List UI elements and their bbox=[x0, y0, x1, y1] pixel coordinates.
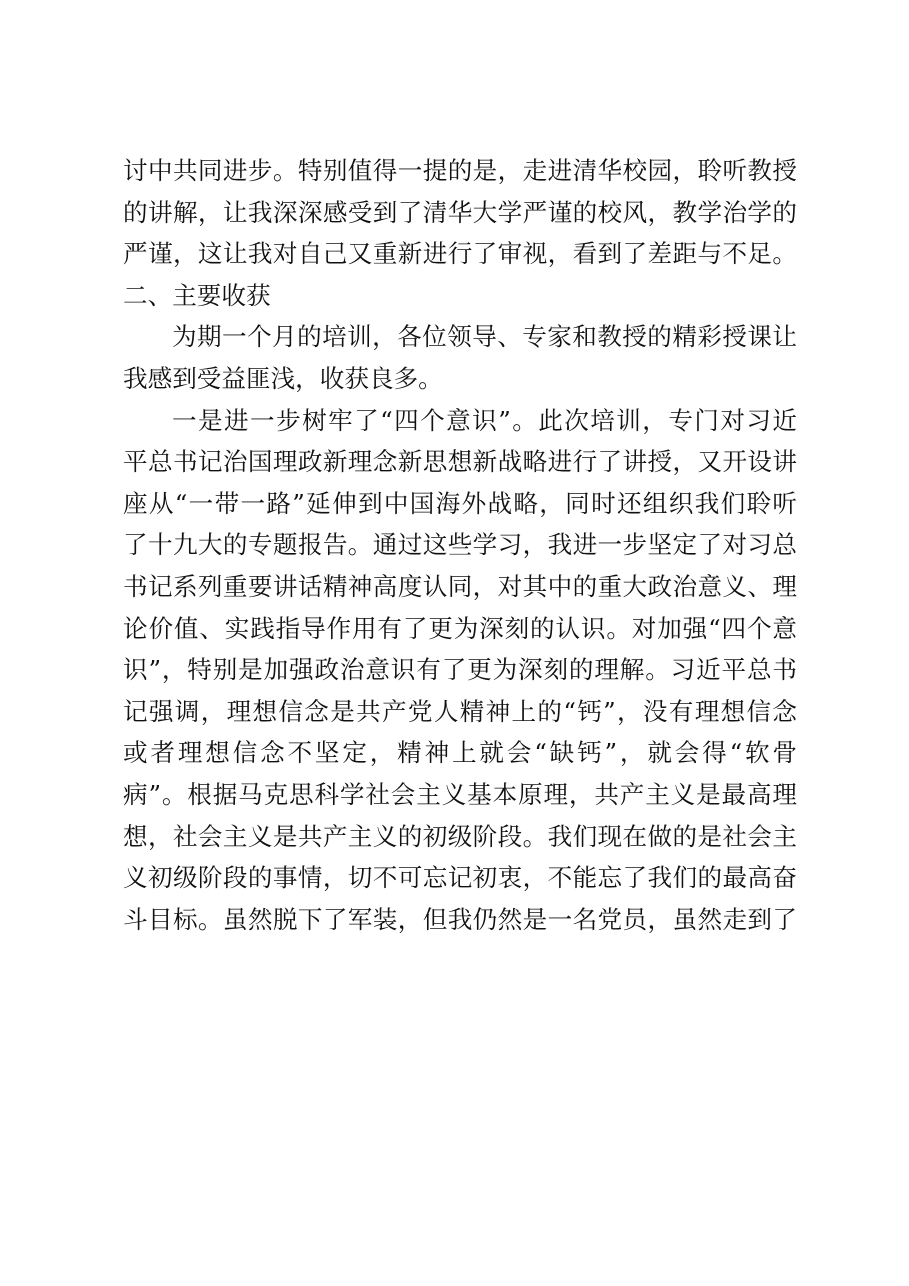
text-line: 我感到受益匪浅，收获良多。 bbox=[123, 363, 443, 393]
text-line: 了十九大的专题报告。通过这些学习，我进一步坚定了对习总 bbox=[123, 530, 797, 560]
text-line: 记强调，理想信念是共产党人精神上的“钙”，没有理想信念 bbox=[123, 696, 797, 726]
text-line: 书记系列重要讲话精神高度认同，对其中的重大政治意义、理 bbox=[123, 571, 797, 601]
text-line: 论价值、实践指导作用有了更为深刻的认识。对加强“四个意 bbox=[123, 613, 797, 643]
text-line: 或者理想信念不坚定，精神上就会“缺钙”，就会得“软骨 bbox=[123, 738, 797, 768]
text-line: 想，社会主义是共产主义的初级阶段。我们现在做的是社会主 bbox=[123, 821, 797, 851]
text-line: 一是进一步树牢了“四个意识”。此次培训，专门对习近 bbox=[172, 405, 797, 435]
text-line: 严谨，这让我对自己又重新进行了审视，看到了差距与不足。 bbox=[123, 239, 797, 269]
section-heading: 二、主要收获 bbox=[123, 280, 271, 310]
text-line: 识”，特别是加强政治意识有了更为深刻的理解。习近平总书 bbox=[123, 655, 797, 685]
text-line: 病”。根据马克思科学社会主义基本原理，共产主义是最高理 bbox=[123, 779, 797, 809]
document-body bbox=[123, 150, 797, 940]
text-line: 义初级阶段的事情，切不可忘记初衷，不能忘了我们的最高奋 bbox=[123, 863, 797, 893]
text-line: 为期一个月的培训，各位领导、专家和教授的精彩授课让 bbox=[172, 322, 797, 352]
text-line: 座从“一带一路”延伸到中国海外战略，同时还组织我们聆听 bbox=[123, 488, 797, 518]
text-line: 斗目标。虽然脱下了军装，但我仍然是一名党员，虽然走到了 bbox=[123, 904, 797, 934]
text-line: 讨中共同进步。特别值得一提的是，走进清华校园，聆听教授 bbox=[123, 156, 797, 185]
text-line: 平总书记治国理政新理念新思想新战略进行了讲授，又开设讲 bbox=[123, 447, 797, 477]
text-line: 的讲解，让我深深感受到了清华大学严谨的校风，教学治学的 bbox=[123, 197, 797, 227]
